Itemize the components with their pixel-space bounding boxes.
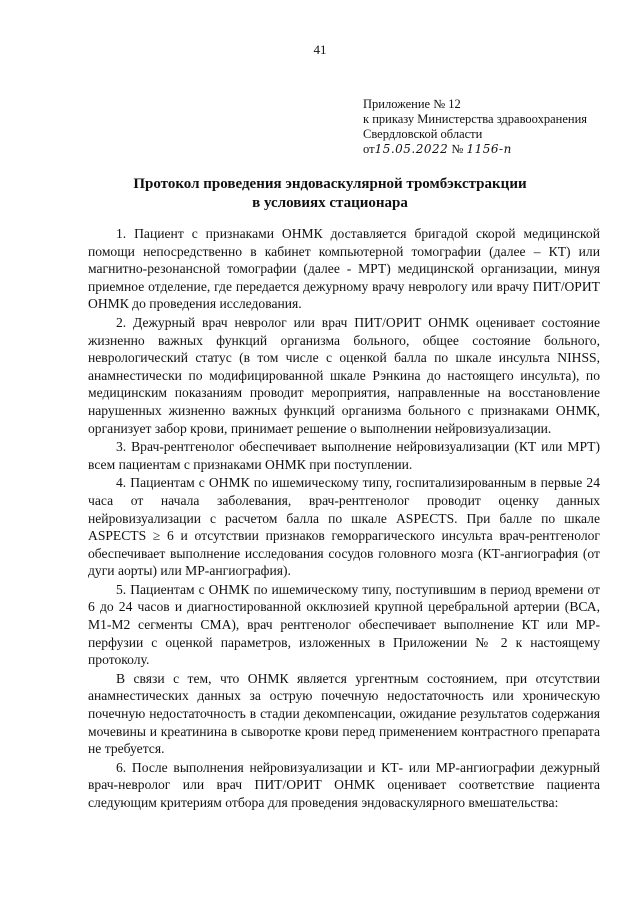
- document-title: [90, 175, 570, 213]
- order-reference: [363, 142, 623, 157]
- order-date: 15.05.2022: [374, 142, 449, 156]
- paragraph-1: 1. Пациент с признаками ОНМК доставляется бригадой скорой медицинской помощи непосредственно в кабинет компьютерной томографии (далее – КТ) или магнитно-резонансной томографии (далее - МРТ) медицинской организации, минуя приемное отделение, где передается дежурному врачу неврологу или врачу ПИТ/ОРИТ ОНМК до проведения исследования.: [88, 226, 600, 312]
- document-body: [88, 225, 600, 813]
- paragraph-2: 2. Дежурный врач невролог или врач ПИТ/ОРИТ ОНМК оценивает состояние жизненно важных функций организма больного, общее состояние больного, неврологический статус (в том числе с оценкой балла по шкале инсульта NIHSS, анамнестически по модифицированной шкале Рэнкина до настоящего инсульта), по медицинским показаниям проводит мероприятия, направленные на восстановление нарушенных жизненно важных функций организма больного с признаками ОНМК, организует забор крови, принимает решение о выполнении нейровизуализации.: [88, 314, 600, 436]
- paragraph-6: 6. После выполнения нейровизуализации и КТ- или МР-ангиографии дежурный врач-невролог или врач ПИТ/ОРИТ ОНМК оценивает соответствие пациента следующим критериям отбора для проведения эндоваскулярного вмешательства:: [88, 759, 600, 810]
- order-prefix: от: [363, 142, 375, 156]
- title-line-1: Протокол проведения эндоваскулярной тромбэкстракции: [133, 176, 527, 192]
- paragraph-4: 4. Пациентам с ОНМК по ишемическому типу, госпитализированным в первые 24 часа от начала заболевания, врач-рентгенолог проводит оценку данных нейровизуализации с расчетом балла по шкале ASPECTS. При балле по шкале ASPECTS ≥ 6 и отсутствии признаков геморрагического инсульта врач-рентгенолог обеспечивает выполнение исследования сосудов головного мозга (КТ-ангиография (от дуги аорты) или МР-ангиография).: [88, 475, 600, 579]
- appendix-line-3: Свердловской области: [363, 127, 483, 141]
- appendix-line-1: Приложение № 12: [363, 97, 461, 111]
- appendix-line-2: к приказу Министерства здравоохранения: [363, 112, 588, 126]
- paragraph-5: 5. Пациентам с ОНМК по ишемическому типу, поступившим в период времени от 6 до 24 часов и диагностированной окклюзией крупной церебральной артерии (ВСА, М1-М2 сегменты СМА), врач рентгенолог обеспечивает выполнение КТ или МР-перфузии с оценкой параметров, изложенных в Приложении № 2 к настоящему протоколу.: [88, 581, 600, 668]
- paragraph-5-note: В связи с тем, что ОНМК является ургентным состоянием, при отсутствии анамнестических данных за острую почечную недостаточность или хроническую почечную недостаточность в стадии декомпенсации, ожидание результатов содержания мочевины и креатинина в сыворотке крови перед применением контрастного препарата не требуется.: [88, 670, 600, 757]
- appendix-header: [363, 97, 623, 157]
- page-number: 41: [313, 42, 327, 57]
- paragraph-3: 3. Врач-рентгенолог обеспечивает выполнение нейровизуализации (КТ или МРТ) всем пациентам с признаками ОНМК при поступлении.: [88, 439, 600, 472]
- title-line-2: в условиях стационара: [252, 195, 408, 211]
- order-number: 1156-п: [466, 142, 512, 156]
- order-number-label: №: [451, 142, 464, 156]
